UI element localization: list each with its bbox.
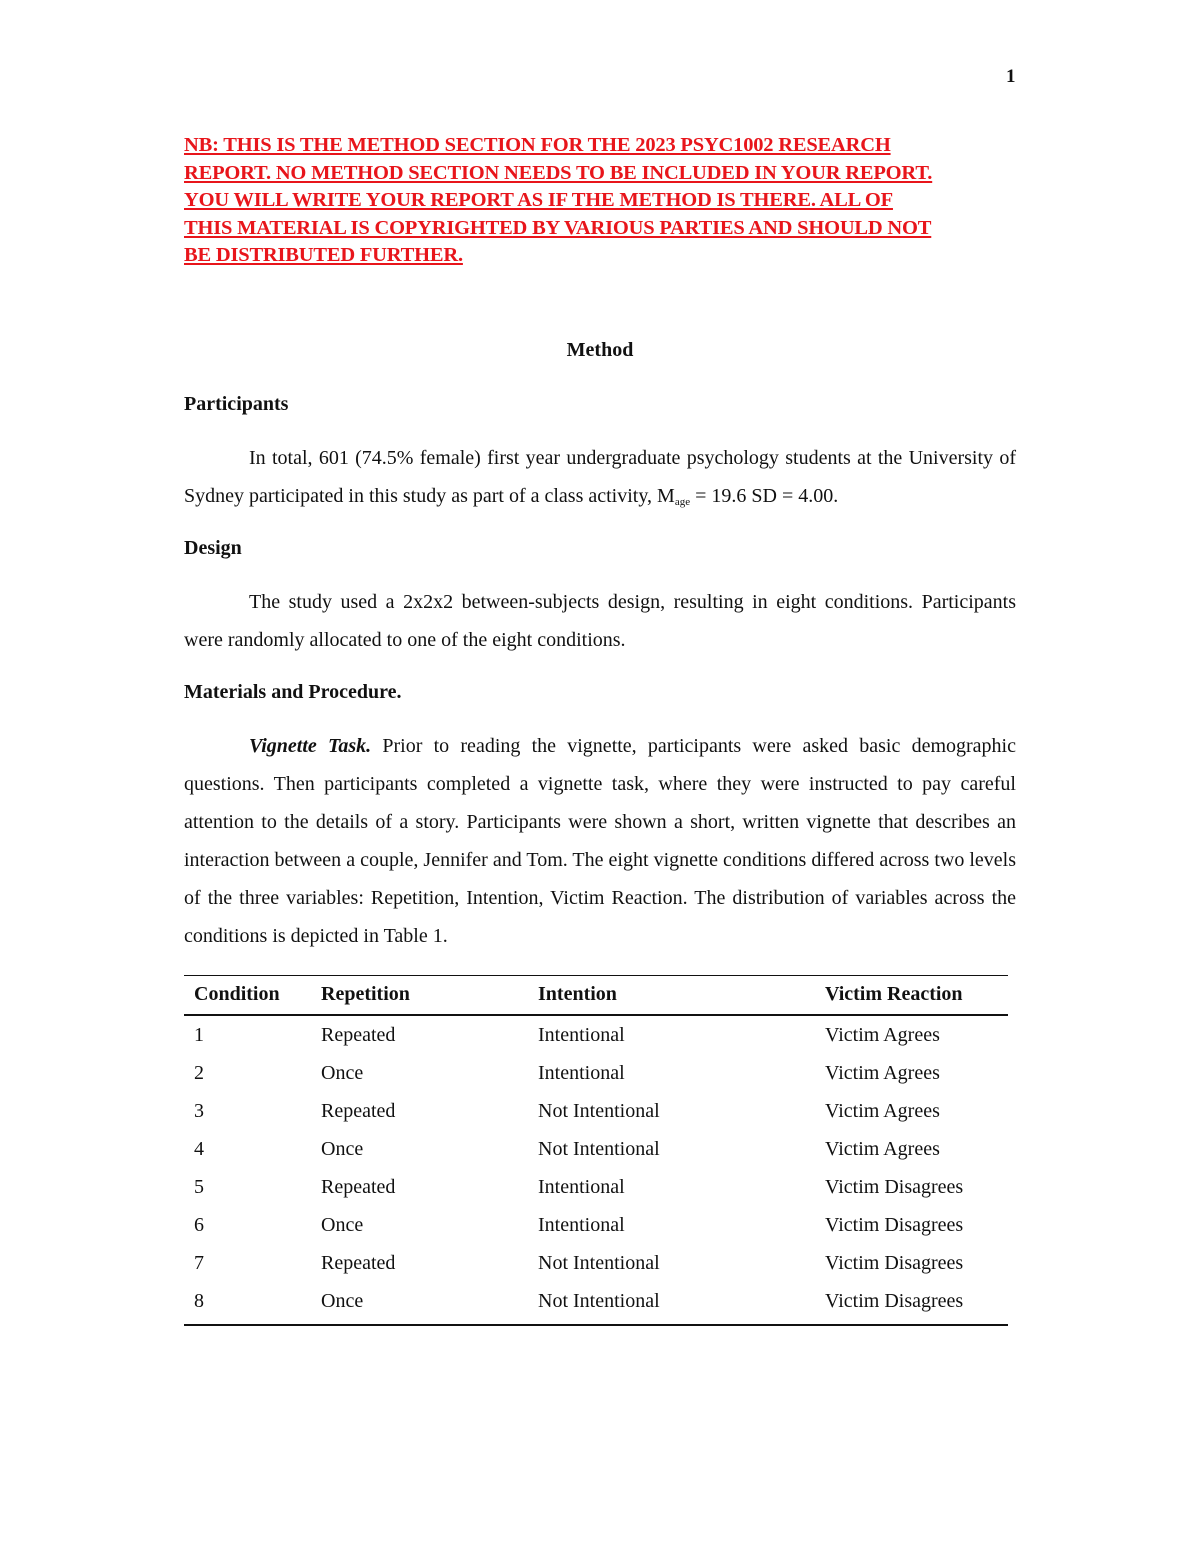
cell-condition: 8 [194, 1289, 204, 1312]
cell-repetition: Once [321, 1289, 364, 1312]
conditions-table [184, 975, 1008, 1326]
cell-condition: 1 [194, 1023, 204, 1046]
cell-intention: Not Intentional [538, 1251, 660, 1274]
cell-repetition: Once [321, 1213, 364, 1236]
table-row [184, 1206, 1008, 1244]
header-repetition: Repetition [311, 976, 528, 1016]
materials-heading: Materials and Procedure. [184, 681, 402, 703]
cell-victim-reaction: Victim Agrees [825, 1061, 940, 1084]
materials-text: Prior to reading the vignette, participants were asked basic demographic questions. Then participants completed a vignette task, where they were instructed to pay careful attention to the details of a story. Participants were shown a short, written vignette that describes an interaction between a couple, Jennifer and Tom. The eight vignette conditions differed across two levels of the three variables: Repetition, Intention, Victim Reaction. The distribution of variables across the conditions is depicted in Table 1. [184, 735, 1016, 947]
cell-victim-reaction: Victim Agrees [825, 1137, 940, 1160]
header-victim-reaction: Victim Reaction [815, 976, 1008, 1016]
cell-condition: 6 [194, 1213, 204, 1236]
cell-intention: Intentional [538, 1213, 625, 1236]
cell-condition: 7 [194, 1251, 204, 1274]
table-row [184, 1092, 1008, 1130]
cell-condition: 2 [194, 1061, 204, 1084]
vignette-task-heading: Vignette Task. [249, 735, 372, 757]
table-row [184, 1054, 1008, 1092]
cell-victim-reaction: Victim Disagrees [825, 1175, 964, 1198]
page-number: 1 [1006, 66, 1016, 87]
cell-intention: Not Intentional [538, 1137, 660, 1160]
cell-condition: 5 [194, 1175, 204, 1198]
cell-intention: Intentional [538, 1175, 625, 1198]
cell-intention: Intentional [538, 1023, 625, 1046]
notice-line: REPORT. NO METHOD SECTION NEEDS TO BE INCLUDED IN YOUR REPORT. [184, 161, 933, 184]
cell-repetition: Once [321, 1061, 364, 1084]
notice-line: NB: THIS IS THE METHOD SECTION FOR THE 2023 PSYC1002 RESEARCH [184, 134, 891, 156]
age-subscript: age [674, 496, 691, 508]
cell-repetition: Once [321, 1137, 364, 1160]
table-row [184, 1244, 1008, 1282]
cell-repetition: Repeated [321, 1099, 396, 1122]
design-heading: Design [184, 537, 242, 559]
section-title: Method [566, 339, 634, 361]
participants-text: In total, 601 (74.5% female) first year undergraduate psychology students at the University of Sydney participated in this study as part of a class activity, M [184, 447, 1016, 507]
cell-victim-reaction: Victim Disagrees [825, 1289, 964, 1312]
cell-condition: 4 [194, 1137, 204, 1160]
cell-intention: Not Intentional [538, 1289, 660, 1312]
participants-heading: Participants [184, 393, 289, 415]
header-intention: Intention [528, 976, 815, 1016]
cell-repetition: Repeated [321, 1175, 396, 1198]
cell-victim-reaction: Victim Disagrees [825, 1251, 964, 1274]
cell-intention: Intentional [538, 1061, 625, 1084]
cell-victim-reaction: Victim Agrees [825, 1023, 940, 1046]
header-condition: Condition [184, 976, 311, 1016]
materials-paragraph [184, 727, 1016, 955]
table-row [184, 1130, 1008, 1168]
notice-line: THIS MATERIAL IS COPYRIGHTED BY VARIOUS PARTIES AND SHOULD NOT [184, 216, 932, 239]
cell-condition: 3 [194, 1099, 204, 1122]
design-paragraph: The study used a 2x2x2 between-subjects design, resulting in eight conditions. Participants were randomly allocated to one of the eight conditions. [184, 591, 1016, 651]
cell-victim-reaction: Victim Disagrees [825, 1213, 964, 1236]
table-row [184, 1015, 1008, 1054]
cell-repetition: Repeated [321, 1251, 396, 1274]
table-row [184, 1282, 1008, 1325]
cell-victim-reaction: Victim Agrees [825, 1099, 940, 1122]
participants-stats: = 19.6 SD = 4.00. [690, 485, 839, 507]
cell-intention: Not Intentional [538, 1099, 660, 1122]
participants-paragraph [184, 439, 1016, 521]
cell-repetition: Repeated [321, 1023, 396, 1046]
table-row [184, 1168, 1008, 1206]
table-header-row [184, 976, 1008, 1016]
notice-line: YOU WILL WRITE YOUR REPORT AS IF THE METHOD IS THERE. ALL OF [184, 189, 893, 211]
notice-line: BE DISTRIBUTED FURTHER. [184, 244, 463, 266]
copyright-notice [184, 132, 1018, 270]
